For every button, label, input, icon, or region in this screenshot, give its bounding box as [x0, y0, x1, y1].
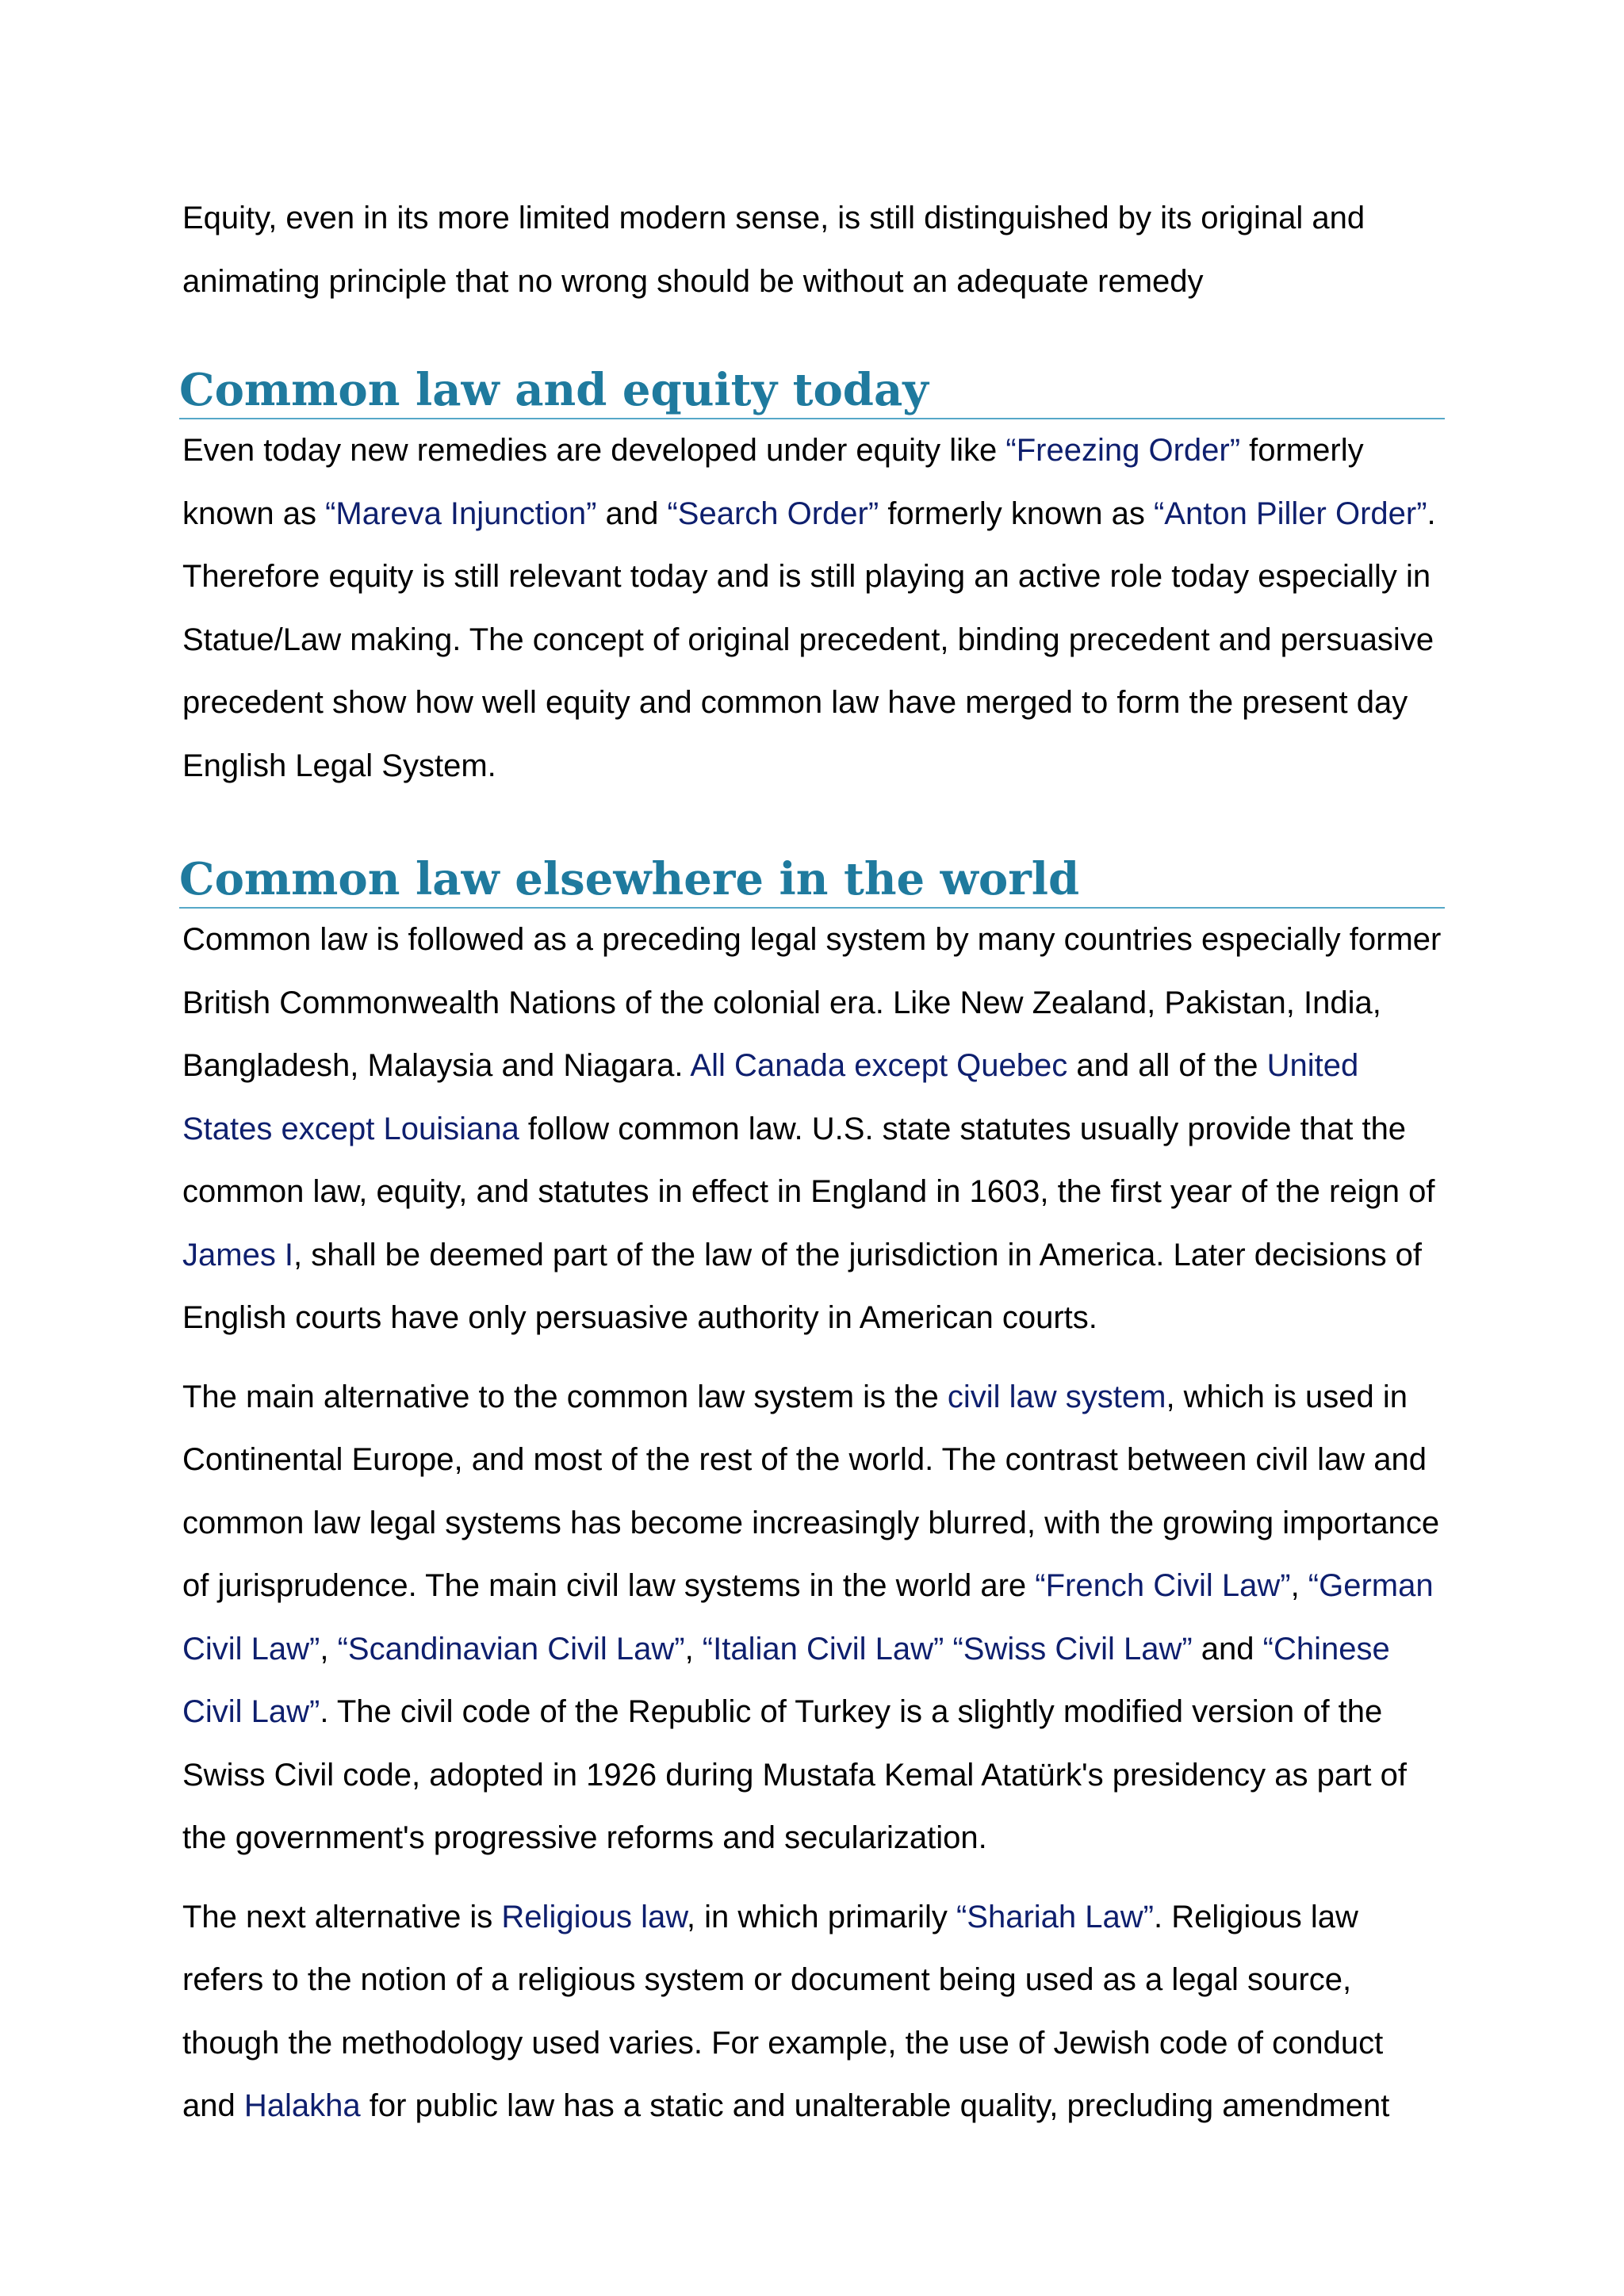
link-halakha[interactable]: Halakha: [243, 2088, 361, 2123]
elsewhere-paragraph-2: [182, 1366, 1445, 1870]
intro-text: Equity, even in its more limited modern sense, is still distinguished by its original and animating principle that no wrong should be without an adequate remedy: [182, 201, 1365, 299]
text-run: . Religious law refers to the notion of a religious system or document being used as a legal source, though the methodology used varies. For example, the use of Jewish code of conduct and: [182, 1899, 1384, 2123]
heading-common-law-and-equity-today: Common law and equity today: [179, 362, 1445, 419]
text-run: , shall be deemed part of the law of the jurisdiction in America. Later decisions of English courts have only persuasive authority in American courts.: [182, 1237, 1423, 1335]
text-run: , which is used in Continental Europe, and most of the rest of the world. The contrast between civil law and common law legal systems has become increasingly blurred, with the growing importance of jurisprudence. The main civil law systems in the world are: [182, 1379, 1440, 1603]
text-run: . The civil code of the Republic of Turkey is a slightly modified version of the Swiss Civil code, adopted in 1926 during Mustafa Kemal Atatürk's presidency as part of the government's progressive reforms and secularization.: [182, 1694, 1408, 1855]
link-mareva-injunction[interactable]: “Mareva Injunction”: [325, 496, 597, 531]
link-freezing-order[interactable]: “Freezing Order”: [1005, 433, 1241, 468]
text-run: The main alternative to the common law system is the: [182, 1379, 948, 1414]
link-search-order[interactable]: “Search Order”: [667, 496, 879, 531]
text-run: and: [596, 496, 668, 531]
link-scandinavian-civil-law[interactable]: “Scandinavian Civil Law”: [337, 1631, 685, 1667]
text-run: , in which primarily: [686, 1899, 956, 1934]
link-anton-piller-order[interactable]: “Anton Piller Order”: [1153, 496, 1427, 531]
text-run: for public law has a static and unalterable quality, precluding amendment: [360, 2088, 1390, 2123]
elsewhere-paragraph-1: [182, 909, 1445, 1350]
intro-paragraph: [182, 187, 1445, 313]
text-run: and: [1192, 1631, 1263, 1667]
link-italian-swiss-civil-law[interactable]: “Italian Civil Law” “Swiss Civil Law”: [702, 1631, 1193, 1667]
link-german-civil-law[interactable]: “German Civil Law”: [182, 1568, 1434, 1667]
text-run: formerly known as: [879, 496, 1154, 531]
text-run: ,: [1290, 1568, 1308, 1603]
equity-today-paragraph: [182, 419, 1445, 798]
document-page: [179, 187, 1445, 2138]
text-run: formerly known as: [182, 433, 1364, 531]
link-french-civil-law[interactable]: “French Civil Law”: [1035, 1568, 1291, 1603]
heading-common-law-elsewhere: Common law elsewhere in the world: [179, 851, 1445, 909]
link-chinese-civil-law[interactable]: “Chinese Civil Law”: [182, 1631, 1390, 1729]
text-run: . Therefore equity is still relevant today and is still playing an active role today especially in Statue/Law making. The concept of original precedent, binding precedent and persuasive precedent show how well equity and common law have merged to form the present day English Legal System.: [182, 496, 1436, 783]
text-run: ,: [684, 1631, 703, 1667]
link-all-canada-except-quebec[interactable]: All Canada except Quebec: [690, 1048, 1068, 1083]
link-united-states-except-louisiana[interactable]: United States except Louisiana: [182, 1048, 1359, 1146]
link-shariah-law[interactable]: “Shariah Law”: [956, 1899, 1154, 1934]
text-run: and all of the: [1067, 1048, 1267, 1083]
link-james-i[interactable]: James I: [182, 1237, 294, 1272]
text-run: follow common law. U.S. state statutes usually provide that the common law, equity, and statutes in effect in England in 1603, the first year of the reign of: [182, 1111, 1435, 1209]
link-religious-law[interactable]: Religious law: [501, 1899, 687, 1934]
link-civil-law-system[interactable]: civil law system: [947, 1379, 1166, 1414]
text-run: The next alternative is: [182, 1899, 502, 1934]
text-run: Even today new remedies are developed under equity like: [182, 433, 1006, 468]
text-run: Common law is followed as a preceding legal system by many countries especially former British Commonwealth Nations of the colonial era. Like New Zealand, Pakistan, India, Bangladesh, Malaysia and Niagara.: [182, 922, 1442, 1083]
elsewhere-paragraph-3: [182, 1886, 1445, 2138]
text-run: ,: [320, 1631, 338, 1667]
